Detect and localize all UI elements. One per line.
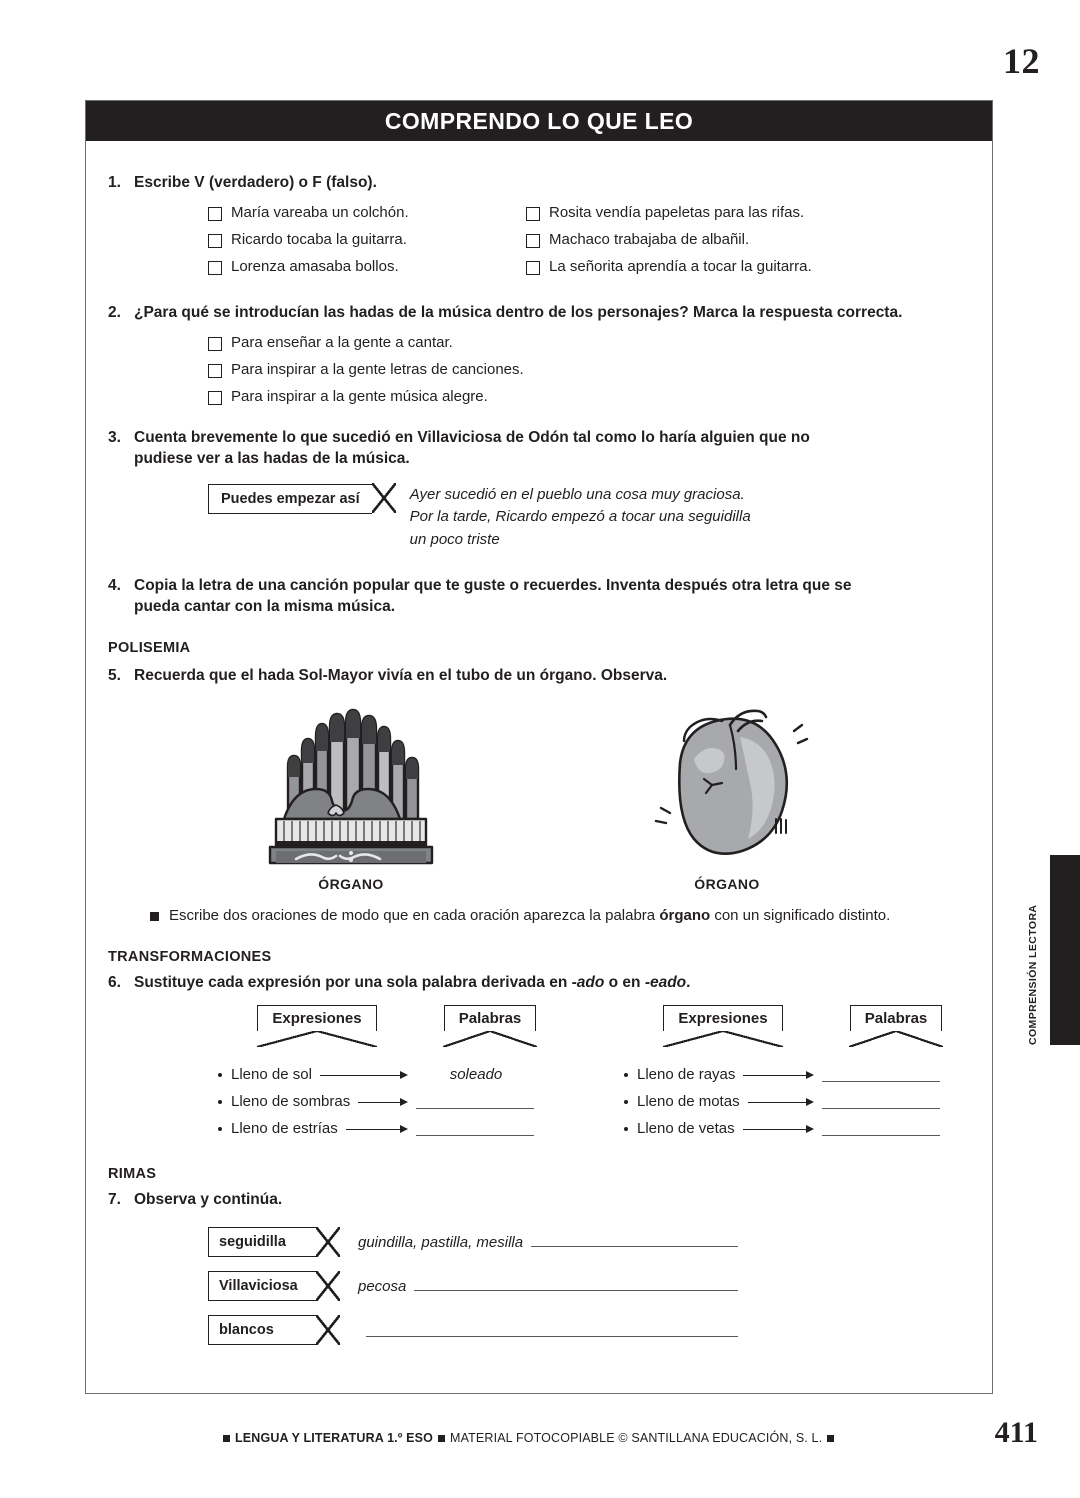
figure-pipe-organ <box>258 701 444 892</box>
option-label: Ricardo tocaba la guitarra. <box>231 230 407 248</box>
palabras-rows <box>416 1061 564 1142</box>
polisemia-task-text <box>169 906 890 927</box>
task-text-after: con un significado distinto. <box>710 906 891 924</box>
figure-caption: ÓRGANO <box>694 875 760 892</box>
rima-tag-label: seguidilla <box>219 1234 286 1251</box>
exercise-2-options <box>208 334 970 406</box>
transformaciones-group-2 <box>624 1005 970 1142</box>
square-bullet-icon <box>150 912 159 921</box>
table-row <box>218 1088 416 1115</box>
checkbox-icon[interactable] <box>526 261 540 275</box>
transformaciones-group-1 <box>218 1005 564 1142</box>
checkbox-icon[interactable] <box>208 234 222 248</box>
answer-blank[interactable] <box>416 1121 534 1136</box>
checkbox-icon[interactable] <box>208 261 222 275</box>
rima-tag-label: blancos <box>219 1322 274 1339</box>
rima-blank[interactable] <box>531 1234 738 1247</box>
exercise-1 <box>108 173 970 194</box>
exercise-1-prompt: Escribe V (verdadero) o F (falso). <box>134 174 377 191</box>
footer-title: LENGUA Y LITERATURA 1.º ESO <box>235 1431 433 1445</box>
transformaciones-table <box>218 1005 970 1142</box>
arrow-icon <box>320 1070 408 1080</box>
exercise-4 <box>108 576 970 618</box>
table-row[interactable] <box>822 1088 970 1115</box>
rima-words: guindilla, pastilla, mesilla <box>358 1233 524 1251</box>
option-row[interactable] <box>208 388 970 406</box>
exercise-4-number: 4. <box>108 577 121 595</box>
answer-blank[interactable] <box>822 1067 940 1082</box>
section-heading-rimas: RIMAS <box>108 1166 157 1183</box>
table-row[interactable] <box>416 1115 564 1142</box>
exercise-1-number: 1. <box>108 174 121 191</box>
dot-bullet-icon <box>624 1127 628 1131</box>
page-footer <box>218 1416 1038 1450</box>
expression-label: Lleno de vetas <box>637 1120 735 1138</box>
table-row <box>624 1061 822 1088</box>
page-title: COMPRENDO LO QUE LEO <box>86 101 992 141</box>
dot-bullet-icon <box>218 1100 222 1104</box>
checkbox-icon[interactable] <box>208 207 222 221</box>
option-label: Para inspirar a la gente música alegre. <box>231 387 488 405</box>
table-row[interactable] <box>416 1088 564 1115</box>
prompt-part-a: Sustituye cada expresión por una sola palabra derivada en <box>134 973 572 991</box>
expresiones-header: Expresiones <box>663 1005 782 1031</box>
rima-blank[interactable] <box>414 1278 738 1291</box>
dot-bullet-icon <box>218 1073 222 1077</box>
prompt-part-c: . <box>686 973 691 991</box>
figure-heart-organ <box>634 701 820 892</box>
arrow-icon <box>743 1070 814 1080</box>
starter-banner <box>208 484 372 514</box>
dot-bullet-icon <box>624 1073 628 1077</box>
table-row <box>416 1061 564 1088</box>
arrow-icon <box>748 1097 814 1107</box>
option-row[interactable] <box>208 258 526 276</box>
prompt-suffix-eado: -eado <box>644 973 687 991</box>
palabras-header-wrap <box>822 1005 970 1031</box>
sample-line: un poco triste <box>409 531 500 549</box>
palabras-header-wrap <box>416 1005 564 1031</box>
expresiones-header: Expresiones <box>257 1005 376 1031</box>
palabras-column <box>822 1005 970 1142</box>
side-tab-label: COMPRENSIÓN LECTORA <box>1027 904 1039 1045</box>
dot-bullet-icon <box>218 1127 222 1131</box>
square-bullet-icon <box>223 1435 230 1442</box>
answer-value: soleado <box>449 1066 503 1084</box>
exercise-5-number: 5. <box>108 666 121 684</box>
checkbox-icon[interactable] <box>208 391 222 405</box>
sample-line: Por la tarde, Ricardo empezó a tocar una seguidilla <box>409 508 751 526</box>
option-label: Lorenza amasaba bollos. <box>231 257 399 275</box>
exercise-3-prompt: Cuenta brevemente lo que sucedió en Villaviciosa de Odón tal como lo haría alguien que no pudiese ver a las hadas de la música. <box>134 428 810 467</box>
exercise-1-column-right <box>526 204 844 285</box>
rima-content[interactable] <box>358 1278 738 1295</box>
pipe-organ-illustration <box>258 701 444 865</box>
figure-caption: ÓRGANO <box>318 875 384 892</box>
sample-line: Ayer sucedió en el pueblo una cosa muy graciosa. <box>409 485 745 503</box>
checkbox-icon[interactable] <box>526 234 540 248</box>
starter-sample-text <box>410 484 751 552</box>
footer-rest: MATERIAL FOTOCOPIABLE © SANTILLANA EDUCACIÓN, S. L. <box>450 1431 823 1445</box>
exercise-1-options <box>208 204 970 285</box>
table-row <box>624 1115 822 1142</box>
expresiones-header-wrap <box>624 1005 822 1031</box>
prompt-part-b: o en <box>604 973 645 991</box>
exercise-7 <box>108 1190 970 1211</box>
task-text-before: Escribe dos oraciones de modo que en cada oración aparezca la palabra <box>169 906 660 924</box>
exercise-4-prompt: Copia la letra de una canción popular que te guste o recuerdes. Inventa después otra letra que se pueda cantar con la misma música. <box>134 577 852 615</box>
exercise-6 <box>108 973 970 994</box>
rima-blank[interactable] <box>366 1324 738 1337</box>
exercise-5-prompt: Recuerda que el hada Sol-Mayor vivía en el tubo de un órgano. Observa. <box>134 666 668 684</box>
option-label: Para inspirar a la gente letras de canciones. <box>231 360 524 378</box>
rima-row <box>208 1271 970 1301</box>
expresiones-column <box>218 1005 416 1142</box>
rima-content[interactable] <box>358 1324 738 1337</box>
table-row[interactable] <box>822 1061 970 1088</box>
expression-label: Lleno de sombras <box>231 1093 351 1111</box>
exercise-7-number: 7. <box>108 1191 121 1209</box>
starter-banner-label: Puedes empezar así <box>221 490 360 507</box>
option-row[interactable] <box>208 231 526 249</box>
polisemia-task <box>150 906 970 927</box>
square-bullet-icon <box>438 1435 445 1442</box>
rima-tag-label: Villaviciosa <box>219 1278 298 1295</box>
dot-bullet-icon <box>624 1100 628 1104</box>
exercise-2 <box>108 303 970 324</box>
option-row[interactable] <box>208 361 970 379</box>
palabras-header: Palabras <box>850 1005 943 1031</box>
checkbox-icon[interactable] <box>208 337 222 351</box>
polisemia-figures <box>108 701 970 892</box>
option-row[interactable] <box>208 204 526 222</box>
side-tab-block <box>1050 855 1080 1045</box>
expresiones-header-wrap <box>218 1005 416 1031</box>
option-row[interactable] <box>526 258 844 276</box>
heart-organ-illustration <box>634 701 820 865</box>
exercise-3-number: 3. <box>108 428 121 446</box>
rima-row <box>208 1315 970 1345</box>
exercise-2-prompt: ¿Para qué se introducían las hadas de la música dentro de los personajes? Marca la respuesta correcta. <box>134 303 903 321</box>
square-bullet-icon <box>827 1435 834 1442</box>
rima-row <box>208 1227 970 1257</box>
section-heading-transformaciones: TRANSFORMACIONES <box>108 948 272 965</box>
worksheet-body <box>86 141 992 1345</box>
rima-words: pecosa <box>358 1277 407 1295</box>
option-label: María vareaba un colchón. <box>231 203 409 221</box>
task-bold-word: órgano <box>659 906 711 924</box>
footer-credit <box>218 1431 839 1445</box>
arrow-icon <box>346 1124 408 1134</box>
chapter-number: 12 <box>1003 41 1040 81</box>
arrow-icon <box>743 1124 814 1134</box>
table-row <box>218 1115 416 1142</box>
expression-label: Lleno de sol <box>231 1066 312 1084</box>
checkbox-icon[interactable] <box>526 207 540 221</box>
prompt-suffix-ado: -ado <box>571 973 605 991</box>
expresiones-rows <box>218 1061 416 1142</box>
table-row <box>218 1061 416 1088</box>
expression-label: Lleno de motas <box>637 1093 740 1111</box>
rima-tag <box>208 1227 316 1257</box>
option-row[interactable] <box>526 231 844 249</box>
expression-label: Lleno de rayas <box>637 1066 736 1084</box>
option-label: La señorita aprendía a tocar la guitarra. <box>549 257 812 275</box>
expresiones-rows <box>624 1061 822 1142</box>
exercise-2-number: 2. <box>108 303 121 321</box>
rima-content[interactable] <box>358 1234 738 1251</box>
table-row[interactable] <box>822 1115 970 1142</box>
exercise-5 <box>108 666 970 687</box>
palabras-column <box>416 1005 564 1142</box>
answer-blank[interactable] <box>416 1094 534 1109</box>
rima-tag <box>208 1271 316 1301</box>
column-gap <box>564 1005 624 1142</box>
footer-page-number: 411 <box>994 1416 1038 1449</box>
expression-label: Lleno de estrías <box>231 1120 338 1138</box>
option-row[interactable] <box>526 204 844 222</box>
exercise-6-prompt <box>134 973 970 994</box>
option-label: Rosita vendía papeletas para las rifas. <box>549 203 805 221</box>
exercise-7-prompt: Observa y continúa. <box>134 1191 283 1209</box>
table-row <box>624 1088 822 1115</box>
arrow-icon <box>358 1097 408 1107</box>
exercise-3-starter <box>208 484 970 552</box>
option-label: Para enseñar a la gente a cantar. <box>231 333 453 351</box>
exercise-1-column-left <box>208 204 526 285</box>
palabras-header: Palabras <box>444 1005 537 1031</box>
expresiones-column <box>624 1005 822 1142</box>
option-label: Machaco trabajaba de albañil. <box>549 230 750 248</box>
option-row[interactable] <box>208 334 970 352</box>
section-heading-polisemia: POLISEMIA <box>108 639 191 656</box>
answer-blank[interactable] <box>822 1121 940 1136</box>
exercise-3 <box>108 428 970 470</box>
answer-blank[interactable] <box>822 1094 940 1109</box>
checkbox-icon[interactable] <box>208 364 222 378</box>
rima-tag <box>208 1315 316 1345</box>
exercise-6-number: 6. <box>108 973 121 991</box>
palabras-rows <box>822 1061 970 1142</box>
worksheet-frame <box>85 100 993 1394</box>
